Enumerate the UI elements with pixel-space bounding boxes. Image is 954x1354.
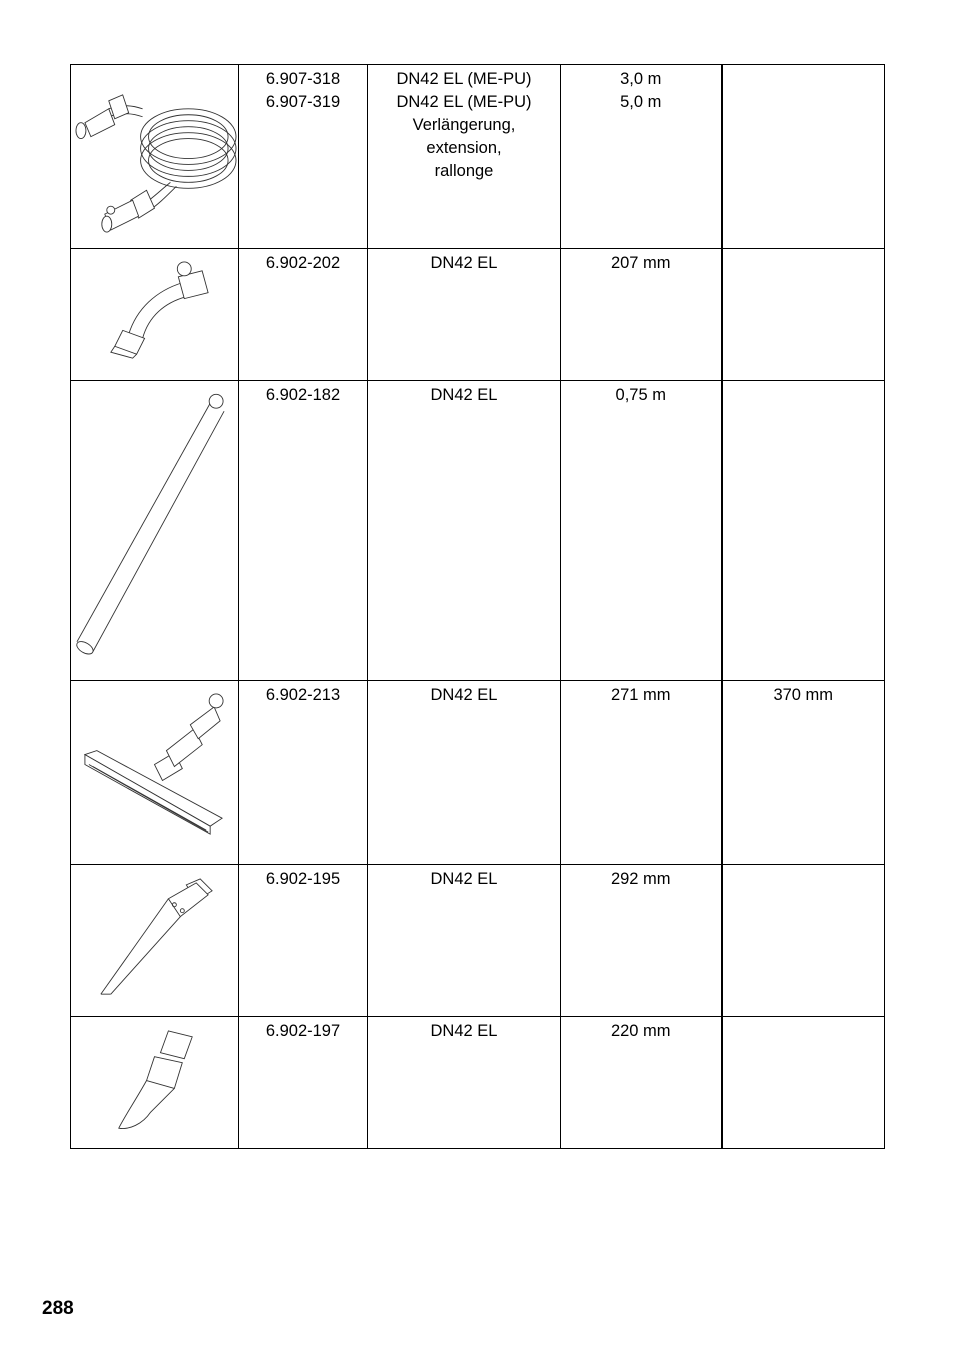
table-row bbox=[71, 1017, 885, 1149]
table-row bbox=[71, 865, 885, 1017]
crevice-nozzle-drawing bbox=[71, 865, 239, 1017]
part-number: 6.902-197 bbox=[265, 1022, 341, 1040]
description: DN42 EL bbox=[430, 870, 498, 888]
description-cell bbox=[368, 865, 561, 1017]
description: Verlängerung, bbox=[412, 116, 516, 134]
floor-nozzle-icon bbox=[71, 681, 238, 864]
part-number-cell bbox=[239, 681, 368, 865]
description: DN42 EL bbox=[430, 254, 498, 272]
width-value: 370 mm bbox=[773, 686, 834, 704]
description-cell bbox=[368, 65, 561, 249]
table-row bbox=[71, 249, 885, 381]
table-row bbox=[71, 381, 885, 681]
length-value: 3,0 m bbox=[620, 70, 662, 88]
part-number-cell bbox=[239, 865, 368, 1017]
suction-hose-drawing bbox=[71, 65, 239, 249]
length-value: 292 mm bbox=[610, 870, 671, 888]
width-cell bbox=[722, 249, 885, 381]
description-cell bbox=[368, 249, 561, 381]
length-value: 5,0 m bbox=[620, 93, 662, 111]
length-cell bbox=[561, 865, 722, 1017]
description: extension, bbox=[426, 139, 502, 157]
description: DN42 EL bbox=[430, 386, 498, 404]
length-value: 220 mm bbox=[610, 1022, 671, 1040]
bend-icon bbox=[71, 249, 238, 380]
part-number-cell bbox=[239, 1017, 368, 1149]
crevice-nozzle-icon bbox=[71, 865, 238, 1016]
length-cell bbox=[561, 381, 722, 681]
description-cell bbox=[368, 1017, 561, 1149]
length-value: 0,75 m bbox=[615, 386, 666, 404]
description: DN42 EL bbox=[430, 686, 498, 704]
length-cell bbox=[561, 249, 722, 381]
part-number-cell bbox=[239, 65, 368, 249]
width-cell bbox=[722, 865, 885, 1017]
length-cell bbox=[561, 1017, 722, 1149]
page-number: 288 bbox=[42, 1298, 74, 1319]
angled-nozzle-icon bbox=[71, 1017, 238, 1148]
width-cell bbox=[722, 1017, 885, 1149]
width-cell bbox=[722, 681, 885, 865]
part-number: 6.907-319 bbox=[265, 93, 341, 111]
length-cell bbox=[561, 681, 722, 865]
length-value: 271 mm bbox=[610, 686, 671, 704]
description-cell bbox=[368, 381, 561, 681]
bend-drawing bbox=[71, 249, 239, 381]
width-cell bbox=[722, 65, 885, 249]
part-number-cell bbox=[239, 249, 368, 381]
suction-tube-drawing bbox=[71, 381, 239, 681]
description: DN42 EL bbox=[430, 1022, 498, 1040]
description-cell bbox=[368, 681, 561, 865]
part-number-cell bbox=[239, 381, 368, 681]
description: DN42 EL (ME-PU) bbox=[396, 70, 532, 88]
length-cell bbox=[561, 65, 722, 249]
length-value: 207 mm bbox=[610, 254, 671, 272]
table-row bbox=[71, 65, 885, 249]
angled-nozzle-drawing bbox=[71, 1017, 239, 1149]
suction-tube-icon bbox=[71, 381, 238, 680]
part-number: 6.902-202 bbox=[265, 254, 341, 272]
part-number: 6.902-195 bbox=[265, 870, 341, 888]
table-row bbox=[71, 681, 885, 865]
accessories-table bbox=[70, 64, 885, 1149]
description: DN42 EL (ME-PU) bbox=[396, 93, 532, 111]
part-number: 6.902-182 bbox=[265, 386, 341, 404]
width-cell bbox=[722, 381, 885, 681]
floor-nozzle-drawing bbox=[71, 681, 239, 865]
description: rallonge bbox=[434, 162, 494, 180]
part-number: 6.907-318 bbox=[265, 70, 341, 88]
part-number: 6.902-213 bbox=[265, 686, 341, 704]
suction-hose-icon bbox=[71, 65, 238, 248]
